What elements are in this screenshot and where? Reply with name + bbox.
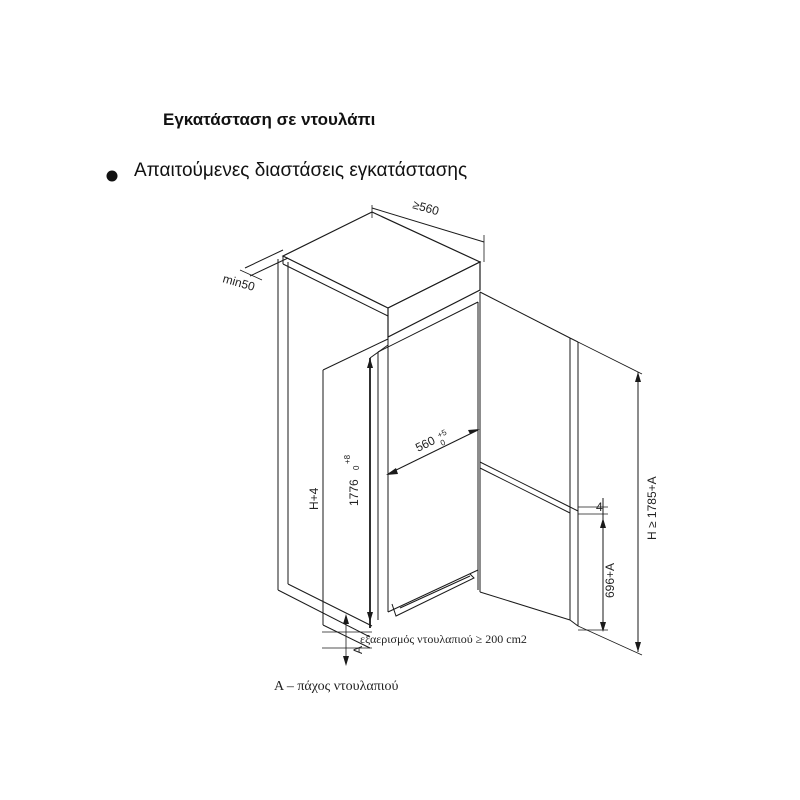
door-split-upper bbox=[480, 462, 570, 507]
dim-niche-width bbox=[386, 427, 480, 475]
plinth-vent-inner bbox=[400, 576, 470, 608]
dim-niche-width-tol-lower: 0 bbox=[438, 437, 447, 448]
dim-top-depth-label: ≥560 bbox=[411, 197, 441, 219]
thickness-symbol: A bbox=[351, 645, 365, 654]
legend-thickness: A – πάχος ντουλαπιού bbox=[274, 679, 399, 694]
door-panel bbox=[480, 292, 578, 626]
left-panel-bottom bbox=[278, 590, 370, 637]
ventilation-label: εξαερισμός ντουλαπιού ≥ 200 cm2 bbox=[360, 632, 527, 646]
door-top-thickness bbox=[570, 338, 578, 342]
door-bottom-edge bbox=[480, 592, 570, 620]
page-title: Εγκατάσταση σε ντουλάπι bbox=[163, 110, 376, 129]
dim-total-height bbox=[578, 342, 659, 655]
niche-floor-back bbox=[388, 570, 478, 612]
dim-door-gap bbox=[578, 498, 608, 522]
dim-niche-height-tol-lower: 0 bbox=[352, 465, 361, 470]
dim-niche-height-tol-upper: +8 bbox=[343, 454, 352, 464]
dim-niche-width-label: 560 bbox=[413, 433, 438, 455]
door-split-thickness bbox=[570, 507, 578, 511]
cabinet-outline bbox=[278, 212, 480, 648]
dim-min-gap-label: min50 bbox=[221, 271, 257, 294]
bullet-icon bbox=[107, 171, 118, 182]
page-subtitle: Απαιτούμενες διαστάσεις εγκατάστασης bbox=[134, 160, 468, 181]
dim-lower-door bbox=[578, 518, 617, 632]
dim-niche-height bbox=[343, 358, 373, 622]
left-panel-bottom-inner bbox=[288, 584, 372, 626]
door-split-lower bbox=[480, 468, 570, 513]
dim-niche-width-tol-upper: +5 bbox=[435, 427, 449, 440]
dim-total-height-label: H ≥ 1785+A bbox=[645, 476, 659, 540]
dim-lower-door-label: 696+A bbox=[603, 562, 617, 598]
door-bottom-thickness bbox=[570, 620, 578, 626]
dim-niche-height-label: 1776 bbox=[347, 479, 361, 506]
dim-cabinet-height bbox=[307, 370, 323, 625]
dim-cabinet-height-label: H+4 bbox=[307, 487, 321, 510]
dim-door-gap-label: 4 bbox=[596, 500, 603, 514]
door-top-edge bbox=[480, 292, 570, 338]
